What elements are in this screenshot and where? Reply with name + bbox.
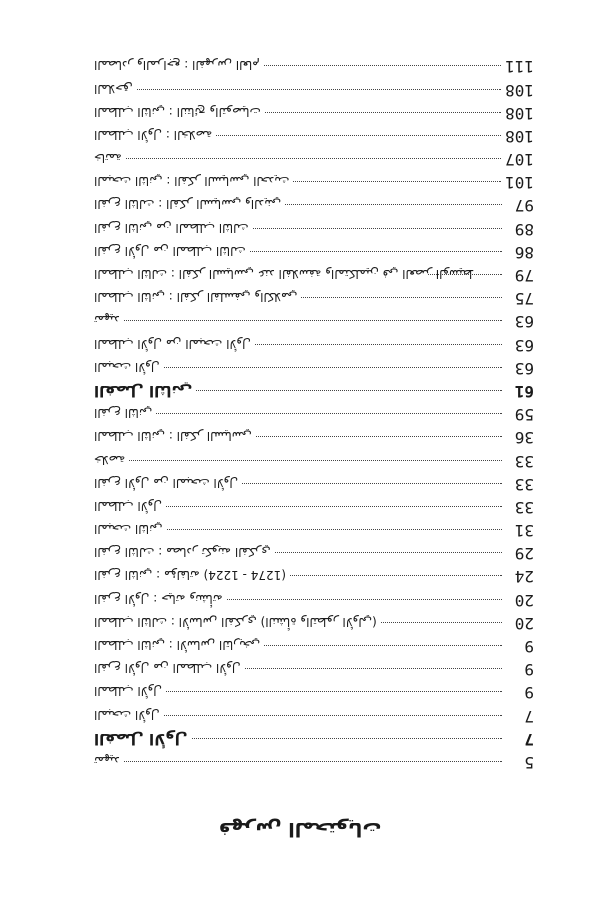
toc-entry bbox=[94, 55, 534, 78]
toc-entry-title: المطلب الأول bbox=[94, 498, 163, 513]
dot-leader bbox=[285, 205, 502, 206]
toc-entry bbox=[94, 635, 534, 658]
toc-entry bbox=[94, 403, 534, 426]
toc-page-number: 63 bbox=[514, 358, 534, 378]
toc-page-number: 61 bbox=[514, 382, 534, 401]
dot-leader bbox=[164, 367, 502, 368]
toc-entry bbox=[94, 496, 534, 519]
toc-entry bbox=[94, 241, 534, 264]
toc-page-number: 107 bbox=[505, 150, 534, 170]
toc-page-number: 108 bbox=[505, 103, 534, 123]
dot-leader bbox=[256, 436, 502, 437]
toc-page-number: 20 bbox=[514, 590, 534, 610]
toc-entry-title: الفرع الأول من المطلب الأول bbox=[94, 661, 241, 676]
toc-entry bbox=[94, 704, 534, 727]
toc-page-number: 108 bbox=[505, 80, 534, 100]
toc-entry-title: الفرع الثالث : الفكر السياسي والديني bbox=[94, 197, 282, 212]
toc-entry-title: المصادر والمراجع : الفهرس العام bbox=[94, 58, 260, 73]
toc-entry bbox=[94, 426, 534, 449]
toc-entry-title: المطلب الثاني : الأساس التاريخي bbox=[94, 638, 261, 653]
toc-entry-title: المطلب الأول من المبحث الأول bbox=[94, 336, 251, 351]
toc-page-number: 36 bbox=[514, 428, 534, 448]
toc-entry bbox=[94, 751, 534, 774]
toc-page-number: 5 bbox=[524, 753, 534, 772]
toc-entry-title: الملاحق bbox=[94, 81, 133, 96]
toc-entry-title: خاتمة bbox=[94, 151, 122, 166]
dot-leader bbox=[124, 761, 502, 762]
toc-page-number: 29 bbox=[514, 544, 534, 564]
toc-entry bbox=[94, 519, 534, 542]
dot-leader bbox=[253, 228, 502, 229]
toc-entry bbox=[94, 148, 534, 171]
dot-leader bbox=[156, 413, 502, 414]
toc-page-number: 97 bbox=[514, 196, 534, 216]
toc-entry-title: الفصل الأول bbox=[94, 729, 188, 748]
toc-page-number: 89 bbox=[514, 219, 534, 239]
toc-page-number: 75 bbox=[514, 289, 534, 309]
toc-page-number: 101 bbox=[505, 173, 534, 193]
toc-entry bbox=[94, 218, 534, 241]
toc-entry-title: المطلب الثاني : النتائج والتوصيات bbox=[94, 104, 261, 119]
dot-leader bbox=[167, 529, 502, 530]
toc-entry-title: الفرع الثاني bbox=[94, 406, 153, 421]
toc-page-number: 7 bbox=[524, 706, 534, 726]
toc-entry-title: المبحث الثاني bbox=[94, 522, 163, 537]
toc-page-number: 7 bbox=[524, 729, 534, 749]
toc-entry-title: المطلب الثالث : الفكر السياسي عند الفلاسفة والمتكلمين في العصر الوسيط bbox=[94, 267, 475, 282]
toc-page-number: 63 bbox=[514, 335, 534, 355]
dot-leader bbox=[275, 552, 502, 553]
toc-entry-title: الفرع الثاني : مؤلفاته (1224 - 1274) bbox=[94, 568, 286, 583]
toc-page-number: 9 bbox=[524, 660, 534, 680]
toc-entry bbox=[94, 125, 534, 148]
toc-entry-title: الفرع الأول من المطلب الثالث bbox=[94, 243, 246, 258]
toc-entry-title: تمهيد bbox=[94, 754, 120, 768]
dot-leader bbox=[227, 599, 502, 600]
dot-leader bbox=[290, 576, 502, 577]
toc-entry bbox=[94, 473, 534, 496]
toc-page-number: 20 bbox=[514, 613, 534, 633]
dot-leader bbox=[264, 645, 502, 646]
toc-entry-title: المبحث الثاني : الفكر السياسي الحديث bbox=[94, 174, 290, 189]
toc-chapter-heading bbox=[94, 728, 534, 751]
dot-leader bbox=[137, 89, 502, 90]
toc-page-number: 108 bbox=[505, 126, 534, 146]
toc-entry-title: المبحث الأول bbox=[94, 707, 160, 722]
dot-leader bbox=[216, 135, 501, 136]
toc-entry bbox=[94, 102, 534, 125]
toc-entry bbox=[94, 612, 534, 635]
dot-leader bbox=[301, 297, 502, 298]
table-of-contents bbox=[94, 55, 534, 774]
dot-leader bbox=[166, 506, 502, 507]
toc-entry bbox=[94, 310, 534, 333]
toc-entry bbox=[94, 542, 534, 565]
toc-entry bbox=[94, 565, 534, 588]
dot-leader bbox=[381, 622, 502, 623]
toc-entry bbox=[94, 287, 534, 310]
dot-leader bbox=[192, 738, 502, 739]
dot-leader bbox=[196, 390, 502, 391]
toc-page-number: 63 bbox=[514, 312, 534, 332]
toc-entry-title: الفرع الثاني من المطلب الثالث bbox=[94, 220, 249, 235]
toc-entry-title: المطلب الأول bbox=[94, 684, 163, 699]
dot-leader bbox=[255, 344, 502, 345]
toc-entry-title: الفصل الثاني bbox=[94, 382, 193, 400]
toc-entry bbox=[94, 589, 534, 612]
toc-page-number: 59 bbox=[514, 405, 534, 425]
toc-page-number: 9 bbox=[524, 637, 534, 657]
dot-leader bbox=[166, 691, 502, 692]
dot-leader bbox=[129, 460, 502, 461]
dot-leader bbox=[265, 112, 501, 113]
toc-page-number: 31 bbox=[514, 521, 534, 541]
toc-entry-title: المطلب الثالث : الأساس الفكري (النشأة والتطور الأولي) bbox=[94, 614, 377, 629]
toc-entry bbox=[94, 333, 534, 356]
toc-entry-title: المطلب الثاني : الفكر الفلسفي والكلامي bbox=[94, 290, 298, 305]
toc-page-number: 33 bbox=[514, 451, 534, 471]
dot-leader bbox=[250, 251, 502, 252]
toc-page-number: 79 bbox=[514, 266, 534, 286]
toc-entry-title: الفرع الأول من المبحث الأول bbox=[94, 475, 239, 490]
dot-leader bbox=[293, 181, 501, 182]
toc-entry-title: المطلب الثاني : الفكر السياسي bbox=[94, 429, 252, 444]
toc-entry bbox=[94, 78, 534, 101]
page-title: فهرس المحتويات bbox=[218, 818, 382, 840]
toc-entry-title: الفرع الثالث : مصادر تكوينه الفكري bbox=[94, 545, 271, 560]
toc-entry bbox=[94, 357, 534, 380]
toc-entry bbox=[94, 681, 534, 704]
toc-page-number: 9 bbox=[524, 683, 534, 703]
toc-entry bbox=[94, 194, 534, 217]
toc-entry-title: تمهيد bbox=[94, 313, 120, 328]
toc-chapter-heading bbox=[94, 380, 534, 403]
dot-leader bbox=[264, 65, 501, 66]
toc-page-number: 24 bbox=[514, 567, 534, 587]
toc-entry-title: خلاصة bbox=[94, 452, 126, 467]
toc-entry-title: الفرع الأول : حياته ونشأته bbox=[94, 591, 223, 606]
dot-leader bbox=[126, 158, 501, 159]
toc-entry-title: المبحث الأول bbox=[94, 359, 160, 374]
toc-entry-title: المطلب الأول : الخلاصة bbox=[94, 127, 213, 142]
dot-leader bbox=[124, 320, 502, 321]
toc-entry bbox=[94, 171, 534, 194]
toc-page-number: 33 bbox=[514, 497, 534, 517]
dot-leader bbox=[428, 274, 502, 275]
toc-entry bbox=[94, 449, 534, 472]
toc-entry bbox=[94, 264, 534, 287]
dot-leader bbox=[242, 483, 502, 484]
dot-leader bbox=[245, 668, 502, 669]
dot-leader bbox=[164, 715, 502, 716]
toc-page-number: 33 bbox=[514, 474, 534, 494]
toc-page-number: 86 bbox=[514, 242, 534, 262]
toc-page-number: 111 bbox=[505, 57, 534, 77]
toc-entry bbox=[94, 658, 534, 681]
